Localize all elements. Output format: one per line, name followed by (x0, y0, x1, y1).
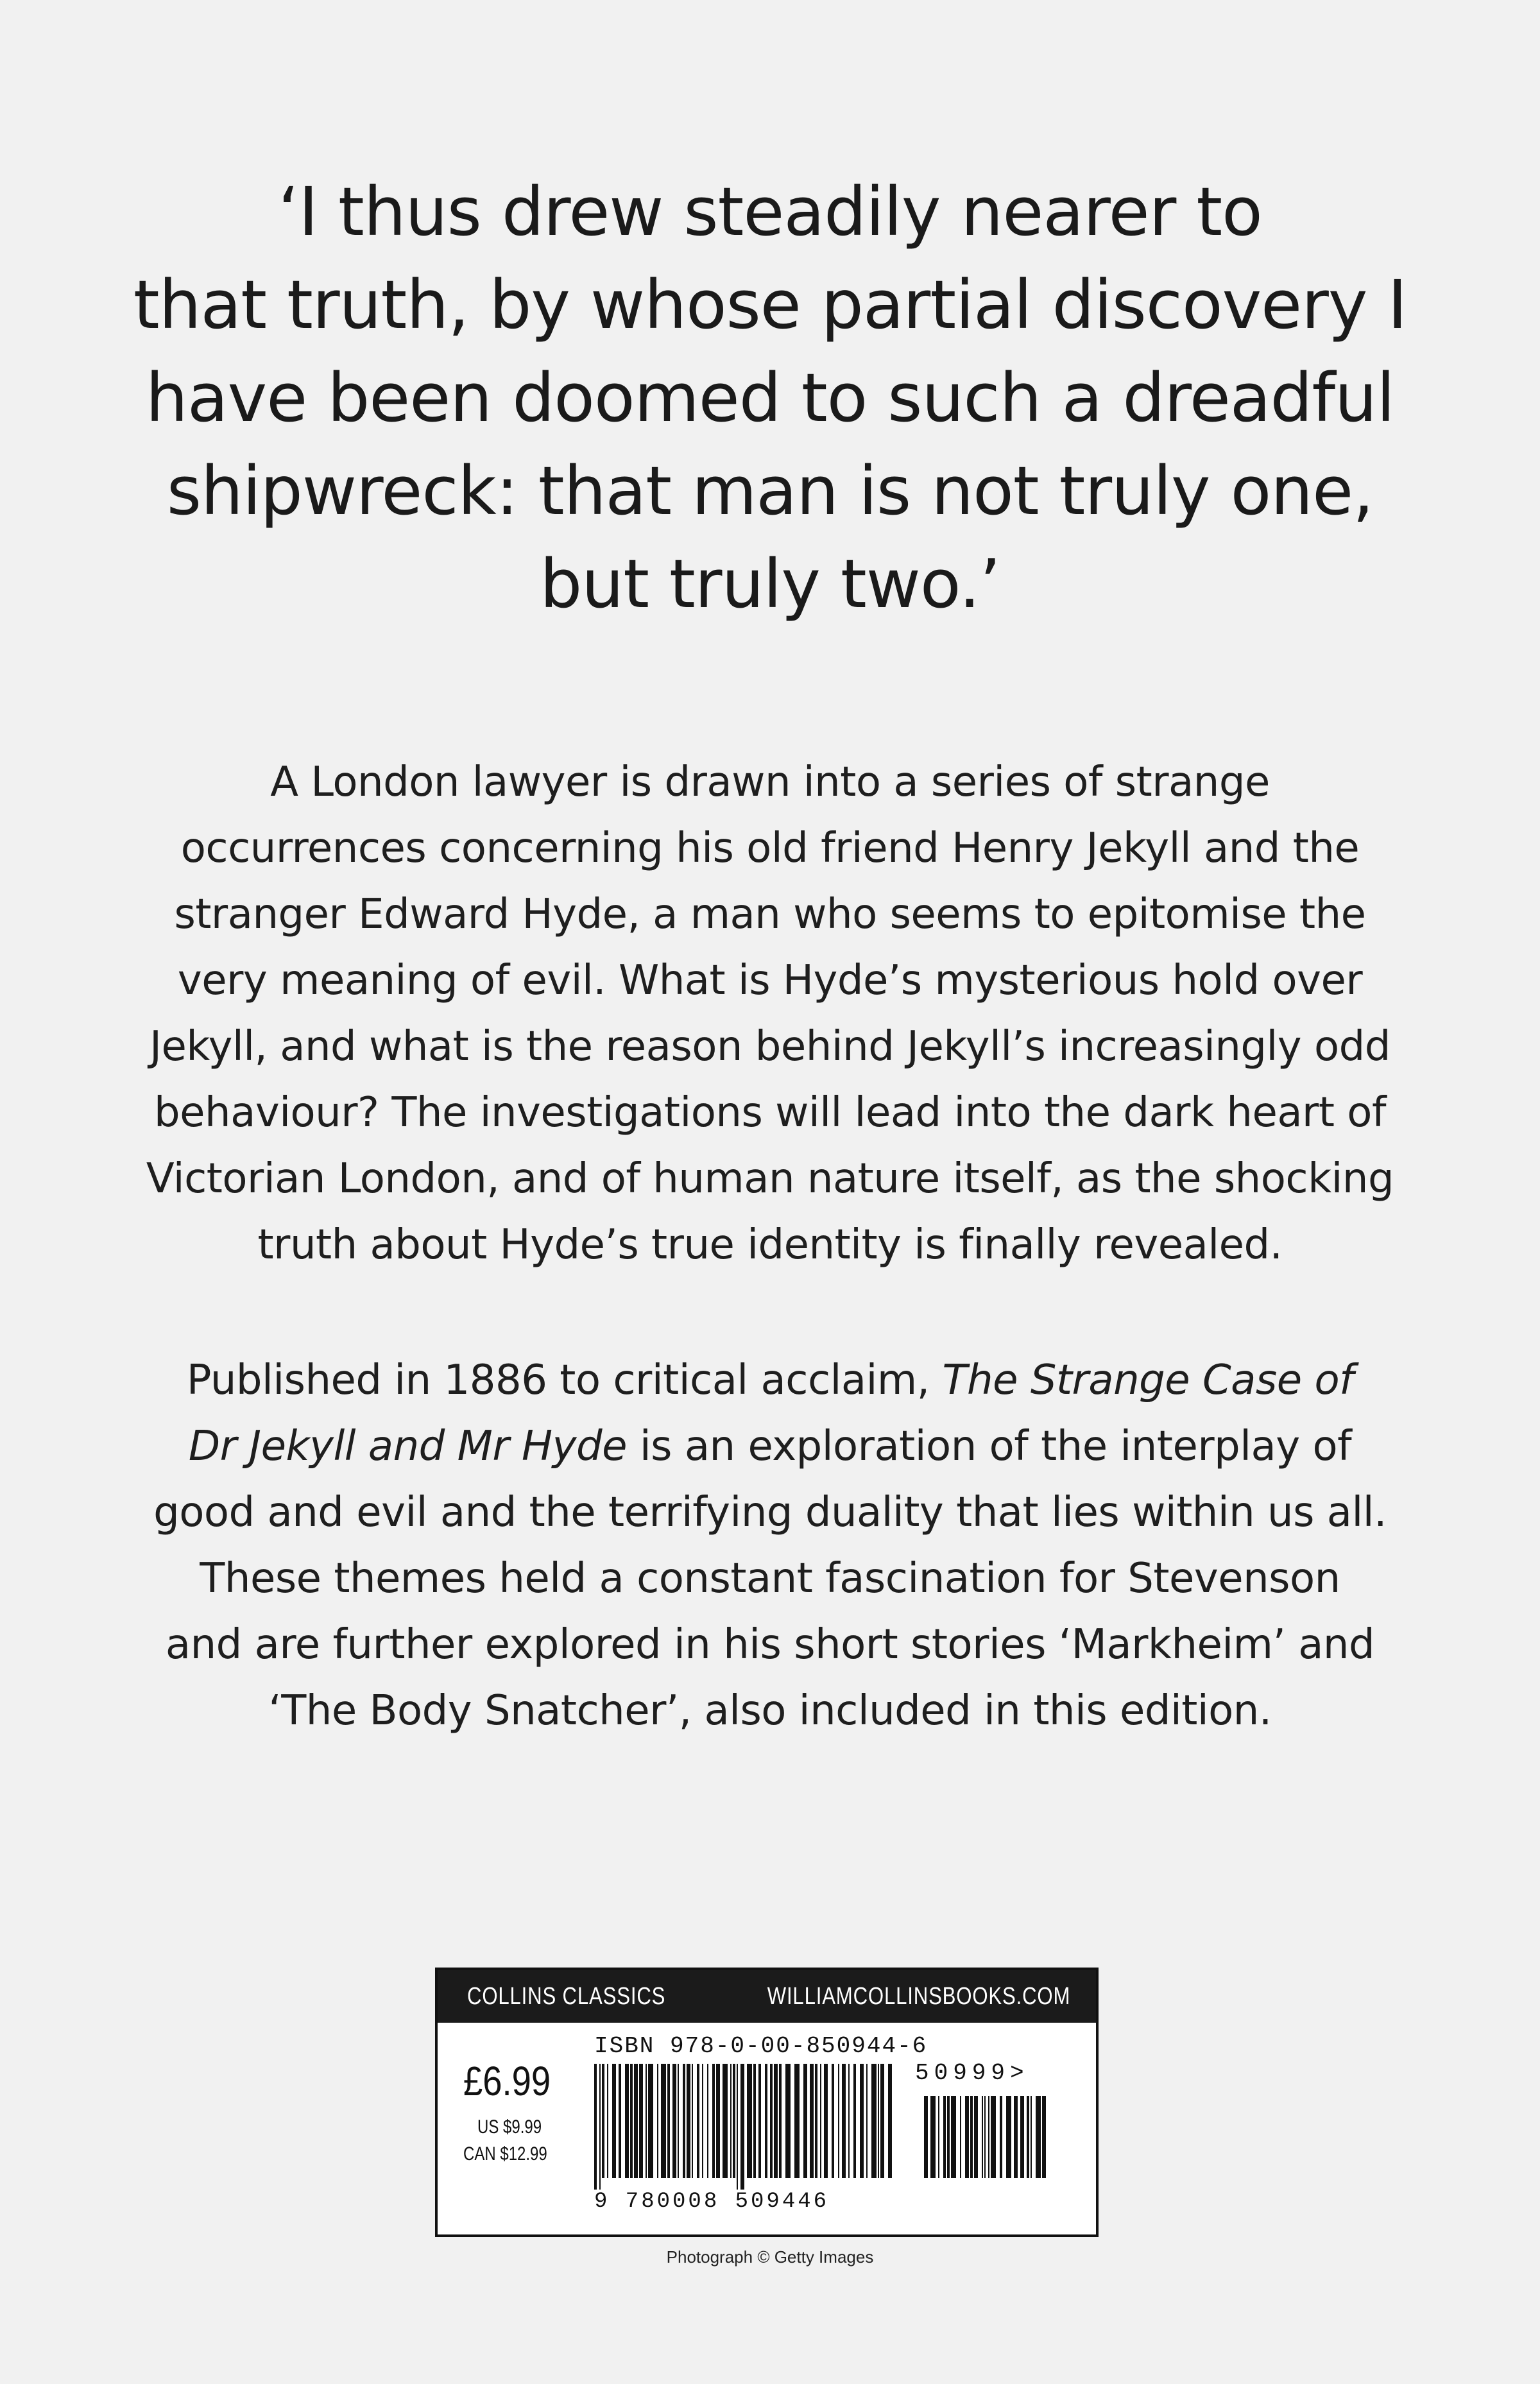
barcode-bar (860, 2064, 864, 2178)
barcode-bar (765, 2064, 767, 2178)
photo-credit: Photograph © Getty Images (666, 2247, 874, 2267)
barcode-bar (737, 2064, 738, 2190)
barcode-bar (602, 2064, 604, 2178)
barcode-bar (965, 2096, 969, 2178)
barcode-bar (712, 2064, 715, 2178)
synopsis-line: truth about Hyde’s true identity is finally revealed. (257, 1221, 1283, 1269)
barcode-bar (667, 2064, 670, 2178)
barcode-header (438, 1970, 1096, 2023)
barcode-bar (1042, 2096, 1046, 2178)
barcode-bar (716, 2064, 720, 2178)
context-paragraph (128, 1348, 1412, 1744)
price-us: US $9.99 (477, 2116, 542, 2138)
context-line: These themes held a constant fascination for Stevenson (200, 1555, 1340, 1602)
quote-line: that truth, by whose partial discovery I (133, 266, 1407, 344)
context-text: is an exploration of the interplay of (627, 1423, 1352, 1470)
barcode-bar (832, 2064, 834, 2178)
barcode-bar (991, 2096, 996, 2178)
barcode-bar (687, 2064, 690, 2178)
barcode-bar (1031, 2096, 1032, 2178)
context-line: good and evil and the terrifying duality that lies within us all. (153, 1489, 1387, 1536)
context-line (128, 1348, 1412, 1414)
barcode-bar (785, 2064, 791, 2178)
synopsis-line: A London lawyer is drawn into a series of strange (270, 759, 1270, 806)
barcode-bar (988, 2096, 989, 2178)
barcode-bar (672, 2064, 676, 2178)
ean-digits: 9 780008 509446 (594, 2190, 830, 2214)
barcode-bar (753, 2064, 756, 2178)
price-gbp: £6.99 (463, 2058, 551, 2104)
barcode-bar (982, 2096, 983, 2178)
context-line: and are further explored in his short stories ‘Markheim’ and (165, 1621, 1375, 1668)
barcode-bar (730, 2064, 732, 2178)
synopsis-line: stranger Edward Hyde, a man who seems to epitomise the (174, 891, 1366, 938)
addon-barcode (924, 2096, 1046, 2190)
barcode-bar (634, 2064, 638, 2178)
barcode-bar (733, 2064, 735, 2178)
barcode-bar (838, 2064, 839, 2178)
synopsis-line: Victorian London, and of human nature itself, as the shocking (146, 1155, 1394, 1203)
book-title-italic: Dr Jekyll and Mr Hyde (188, 1423, 627, 1470)
context-line: ‘The Body Snatcher’, also included in this edition. (268, 1687, 1272, 1735)
synopsis-line: occurrences concerning his old friend Henry Jekyll and the (180, 825, 1360, 872)
barcode-bar (747, 2064, 752, 2178)
barcode-bar (612, 2064, 616, 2178)
isbn-label: ISBN 978-0-00-850944-6 (594, 2033, 928, 2059)
barcode-bar (960, 2096, 961, 2178)
barcode-bar (943, 2096, 946, 2178)
barcode-bar (646, 2064, 647, 2178)
synopsis-line: Jekyll, and what is the reason behind Jekyll’s increasingly odd (150, 1023, 1390, 1070)
barcode-bar (707, 2064, 708, 2178)
barcode-bar (758, 2064, 761, 2178)
barcode-bar (740, 2064, 744, 2190)
barcode-bar (866, 2064, 868, 2178)
synopsis-line: very meaning of evil. What is Hyde’s mysterious hold over (177, 957, 1363, 1004)
barcode-bar (774, 2064, 778, 2178)
barcode-bar (607, 2064, 608, 2178)
barcode-bar (803, 2064, 807, 2178)
context-line (128, 1414, 1412, 1480)
barcode-bar (815, 2064, 817, 2178)
barcode-bar (820, 2064, 821, 2178)
barcode-bar (794, 2064, 800, 2178)
barcode-bar (770, 2064, 773, 2178)
barcode-bar (1000, 2096, 1002, 2178)
barcode-bar (1014, 2096, 1018, 2178)
barcode-bar (938, 2096, 939, 2178)
pull-quote (116, 166, 1425, 631)
barcode-bar (848, 2064, 850, 2178)
barcode-bar (974, 2096, 978, 2178)
quote-line: have been doomed to such a dreadful (146, 359, 1394, 437)
barcode-bar (810, 2064, 814, 2178)
barcode-bar (1036, 2096, 1041, 2178)
barcode-bar (871, 2064, 877, 2178)
price-can: CAN $12.99 (463, 2143, 547, 2165)
barcode-bar (878, 2064, 879, 2178)
barcode-bar (678, 2064, 679, 2178)
barcode-bar (1020, 2096, 1024, 2178)
barcode-bar (970, 2096, 973, 2178)
barcode-bar (683, 2064, 685, 2178)
barcode-bar (1006, 2096, 1011, 2178)
synopsis-paragraph (128, 750, 1412, 1278)
barcode-bar (702, 2064, 703, 2178)
barcode-bar (648, 2064, 653, 2178)
barcode-bar (599, 2064, 601, 2190)
barcode-bar (625, 2064, 629, 2178)
barcode-bar (880, 2064, 884, 2178)
barcode-bar (697, 2064, 699, 2178)
quote-line: ‘I thus drew steadily nearer to (278, 173, 1262, 251)
imprint-label: COLLINS CLASSICS (467, 1983, 666, 2010)
book-title-italic: The Strange Case of (942, 1357, 1354, 1404)
barcode-bar (951, 2096, 956, 2178)
barcode-bar (842, 2064, 846, 2178)
barcode-bar (824, 2064, 828, 2178)
barcode-bar (594, 2064, 597, 2190)
addon-digits: 50999> (915, 2060, 1029, 2086)
barcode-bar (853, 2064, 856, 2178)
barcode-bar (888, 2064, 892, 2178)
barcode-bar (630, 2064, 633, 2178)
quote-line: but truly two.’ (540, 545, 1000, 623)
barcode-bar (947, 2096, 950, 2178)
barcode-bar (924, 2096, 928, 2178)
ean-barcode (594, 2064, 896, 2190)
barcode-bar (723, 2064, 728, 2178)
barcode-bar (619, 2064, 621, 2178)
barcode-bar (1027, 2096, 1029, 2178)
barcode-bar (930, 2096, 936, 2178)
barcode-bar (779, 2064, 782, 2178)
website-label: WILLIAMCOLLINSBOOKS.COM (767, 1983, 1070, 2010)
context-text: Published in 1886 to critical acclaim, (186, 1357, 943, 1404)
barcode-bar (984, 2096, 986, 2178)
barcode-panel (435, 1968, 1099, 2237)
quote-line: shipwreck: that man is not truly one, (166, 452, 1374, 530)
barcode-bar (639, 2064, 643, 2178)
barcode-bar (657, 2064, 658, 2178)
synopsis-line: behaviour? The investigations will lead into the dark heart of (154, 1089, 1386, 1136)
barcode-bar (661, 2064, 666, 2178)
barcode-bar (692, 2064, 693, 2178)
